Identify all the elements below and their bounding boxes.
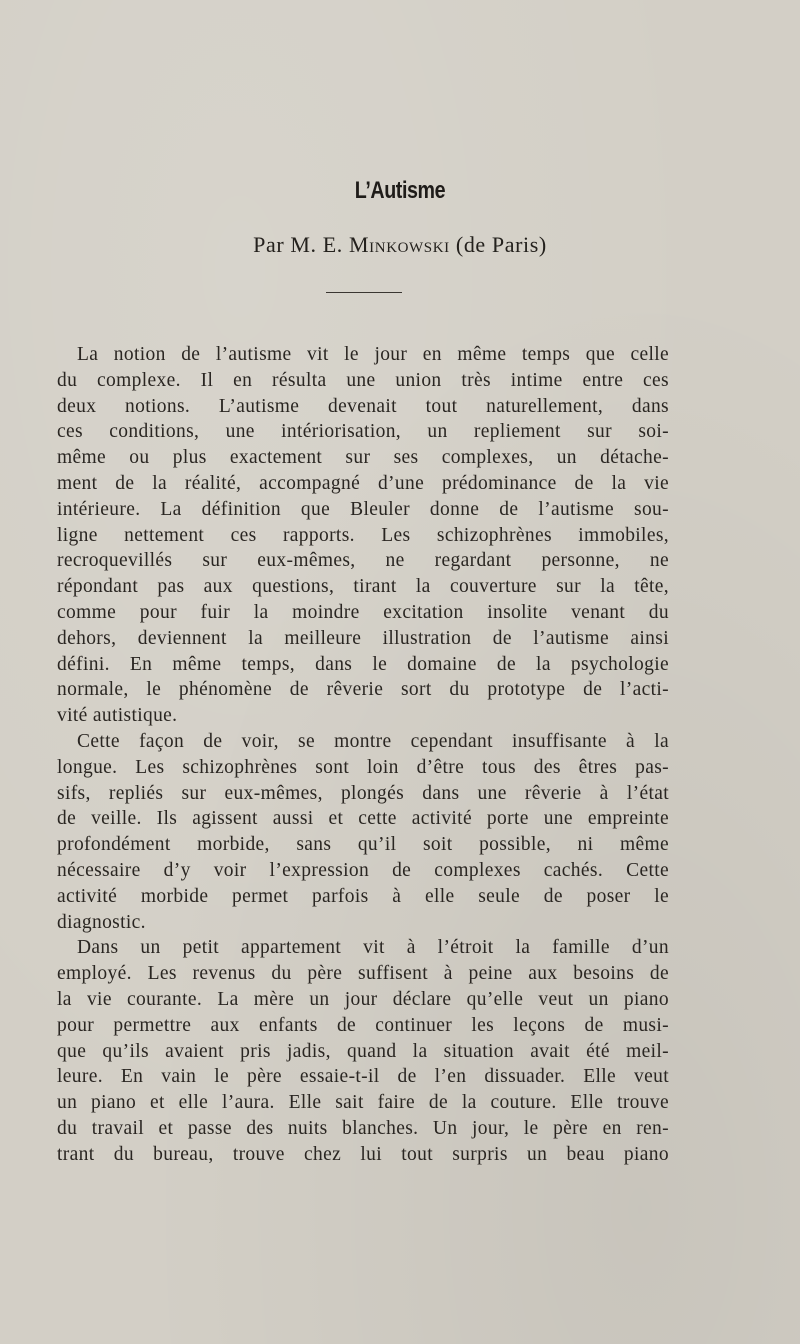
text-line: même ou plus exactement sur ses complexes, un détache-: [57, 447, 669, 469]
article-body: [57, 342, 669, 1168]
text-line: activité morbide permet parfois à elle seule de poser le: [57, 885, 669, 907]
text-line: longue. Les schizophrènes sont loin d’être tous des êtres pas-: [57, 756, 669, 778]
paragraph-1: [57, 342, 669, 729]
text-line: nécessaire d’y voir l’expression de complexes cachés. Cette: [57, 859, 669, 881]
text-line: du complexe. Il en résulta une union très intime entre ces: [57, 369, 669, 391]
byline: [0, 232, 800, 258]
text-line: vité autistique.: [57, 705, 178, 727]
text-line: trant du bureau, trouve chez lui tout surpris un beau piano: [57, 1143, 669, 1165]
paragraph-3: [57, 935, 669, 1167]
text-line: du travail et passe des nuits blanches. Un jour, le père en ren-: [57, 1117, 669, 1139]
text-line: de veille. Ils agissent aussi et cette activité porte une empreinte: [57, 808, 669, 830]
text-line: comme pour fuir la moindre excitation insolite venant du: [57, 601, 669, 623]
text-line: ligne nettement ces rapports. Les schizophrènes immobiles,: [57, 524, 669, 546]
text-line: la vie courante. La mère un jour déclare qu’elle veut un piano: [57, 988, 669, 1010]
text-line: normale, le phénomène de rêverie sort du prototype de l’acti-: [57, 679, 669, 701]
text-line: La notion de l’autisme vit le jour en même temps que celle: [77, 344, 669, 365]
paragraph-2: [57, 729, 669, 935]
text-line: profondément morbide, sans qu’il soit possible, ni même: [57, 834, 669, 856]
text-line: ces conditions, une intériorisation, un repliement sur soi-: [57, 421, 669, 443]
text-line: recroquevillés sur eux-mêmes, ne regardant personne, ne: [57, 550, 669, 572]
text-line: deux notions. L’autisme devenait tout naturellement, dans: [57, 395, 669, 417]
text-line: diagnostic.: [57, 911, 146, 933]
text-line: dehors, deviennent la meilleure illustration de l’autisme ainsi: [57, 627, 669, 649]
text-line: Cette façon de voir, se montre cependant insuffisante à la: [77, 730, 669, 752]
byline-author: Minkowski: [349, 232, 450, 257]
text-line: défini. En même temps, dans le domaine de la psychologie: [57, 653, 669, 675]
text-line: ment de la réalité, accompagné d’une prédominance de la vie: [57, 472, 669, 494]
article-title: L’Autisme: [354, 177, 446, 204]
text-line: répondant pas aux questions, tirant la couverture sur la tête,: [57, 576, 669, 598]
text-line: intérieure. La définition que Bleuler donne de l’autisme sou-: [57, 498, 669, 520]
text-line: que qu’ils avaient pris jadis, quand la situation avait été meil-: [57, 1040, 669, 1062]
byline-prefix: Par M. E.: [253, 232, 349, 257]
text-line: pour permettre aux enfants de continuer les leçons de musi-: [57, 1014, 669, 1036]
text-line: Dans un petit appartement vit à l’étroit la famille d’un: [77, 937, 669, 959]
byline-suffix: (de Paris): [449, 232, 547, 257]
text-line: sifs, repliés sur eux-mêmes, plongés dans une rêverie à l’état: [57, 782, 669, 804]
title-divider: [326, 292, 402, 293]
text-line: un piano et elle l’aura. Elle sait faire de la couture. Elle trouve: [57, 1092, 669, 1114]
text-line: leure. En vain le père essaie-t-il de l’en dissuader. Elle veut: [57, 1066, 669, 1088]
text-line: employé. Les revenus du père suffisent à peine aux besoins de: [57, 963, 669, 985]
